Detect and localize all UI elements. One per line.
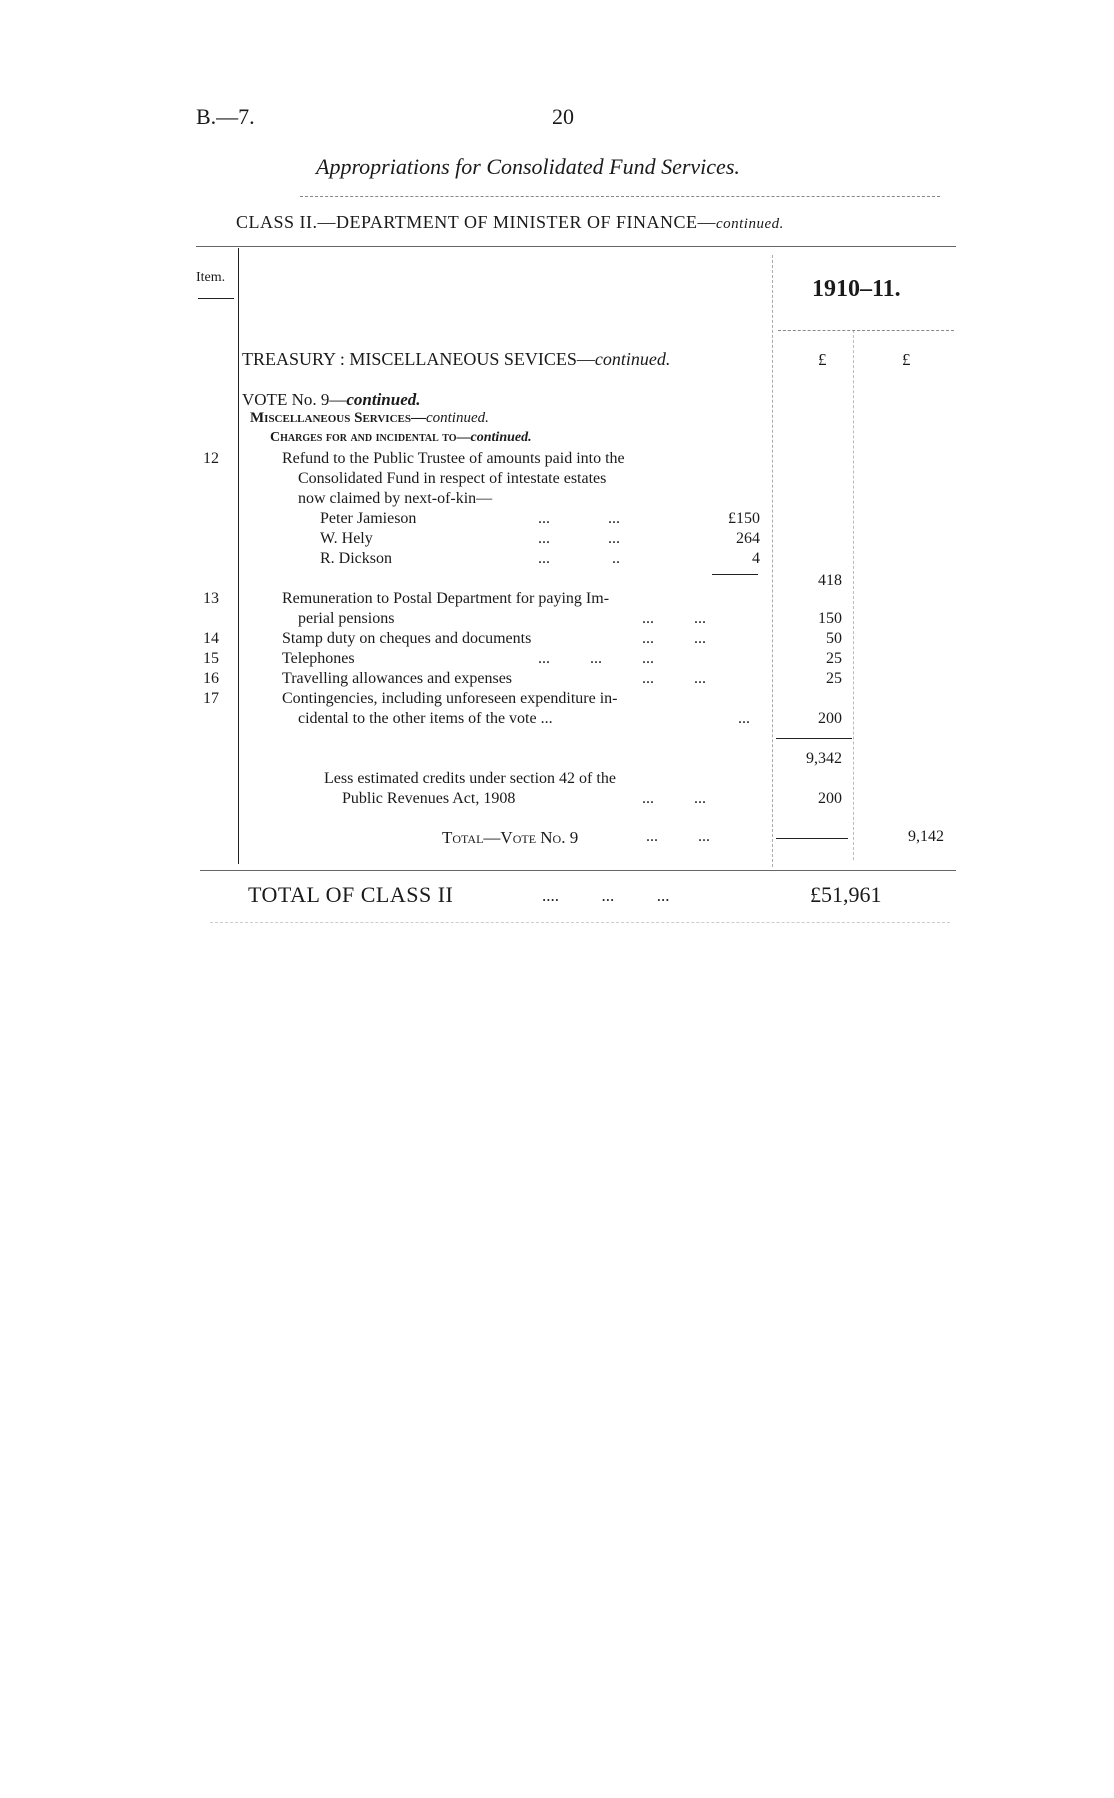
leader-dots: ... — [738, 710, 750, 727]
claimant-amount: 4 — [752, 550, 760, 567]
claimants-sum-rule — [712, 574, 758, 575]
item-header: Item. — [196, 270, 226, 285]
claimant-dots: ... — [538, 510, 550, 527]
leader-dots: ... ... — [646, 828, 710, 845]
leader-dots: ... ... ... — [538, 650, 654, 667]
total-column-rule — [853, 330, 854, 860]
item-column-rule — [238, 248, 239, 864]
item-number-12: 12 — [203, 450, 219, 467]
claimant-dots: ... — [608, 530, 620, 547]
item-13-line-2: perial pensions — [298, 610, 395, 627]
item-13-amount: 150 — [818, 610, 842, 627]
subheading-misc-services-suffix: continued. — [425, 410, 489, 426]
vote-total-amount: 9,142 — [908, 828, 944, 845]
item-17-amount: 200 — [818, 710, 842, 727]
subheading-misc-services — [250, 410, 489, 427]
subtotal-amount: 9,342 — [806, 750, 842, 767]
vote-total-rule — [776, 838, 848, 839]
vote-total-label: Total—Vote No. 9 — [442, 828, 579, 847]
subtotal-rule — [776, 738, 852, 739]
vote-heading — [242, 390, 421, 410]
section-title — [242, 349, 670, 370]
page-title: Appropriations for Consolidated Fund Services. — [316, 154, 740, 179]
title-rule — [300, 196, 940, 197]
vote-heading-text: VOTE No. 9— — [242, 390, 347, 409]
year-header-rule — [778, 330, 954, 331]
currency-symbol-a: £ — [818, 350, 827, 369]
item-12-line-2: Consolidated Fund in respect of intestate estates — [298, 470, 607, 487]
less-credits-line-2: Public Revenues Act, 1908 — [342, 790, 516, 807]
leader-dots: ... ... — [642, 630, 706, 647]
subheading-misc-services-text: Miscellaneous Services— — [250, 410, 426, 426]
table-top-rule — [196, 246, 956, 247]
amount-column-rule — [772, 255, 773, 867]
currency-symbol-b: £ — [902, 350, 911, 369]
class-heading-text: CLASS II.—DEPARTMENT OF MINISTER OF FINANCE— — [236, 212, 716, 232]
item-number-15: 15 — [203, 650, 219, 667]
less-credits-amount: 200 — [818, 790, 842, 807]
item-number-13: 13 — [203, 590, 219, 607]
item-16-amount: 25 — [826, 670, 842, 687]
item-15-amount: 25 — [826, 650, 842, 667]
claimant-amount: £150 — [728, 510, 760, 527]
claimant-dots: ... — [538, 550, 550, 567]
subheading-charges-suffix: continued. — [470, 430, 532, 445]
item-header-underline — [198, 298, 234, 299]
leader-dots: ... ... — [642, 790, 706, 807]
item-12-total: 418 — [818, 572, 842, 589]
document-ref: B.—7. — [196, 104, 255, 129]
claimant-name: W. Hely — [320, 530, 373, 547]
claimant-dots: ... — [608, 510, 620, 527]
item-13-line-1: Remuneration to Postal Department for paying Im- — [282, 590, 610, 607]
item-12-line-1: Refund to the Public Trustee of amounts paid into the — [282, 450, 625, 467]
item-17-line-2: cidental to the other items of the vote ... — [298, 710, 553, 727]
item-16-text: Travelling allowances and expenses — [282, 670, 513, 687]
claimant-name: Peter Jamieson — [320, 510, 417, 527]
leader-dots: ... ... — [642, 670, 706, 687]
item-14-text: Stamp duty on cheques and documents — [282, 630, 532, 647]
claimant-dots: ... — [538, 530, 550, 547]
item-number-14: 14 — [203, 630, 219, 647]
table-bottom-rule — [200, 870, 956, 871]
footer-rule — [210, 922, 950, 923]
year-header: 1910–11. — [812, 276, 901, 302]
claimant-dots: .. — [612, 550, 620, 567]
item-number-16: 16 — [203, 670, 219, 687]
subheading-charges-text: Charges for and incidental to— — [270, 430, 471, 445]
item-15-text: Telephones — [282, 650, 355, 667]
class-heading-suffix: continued. — [715, 216, 784, 232]
page-number: 20 — [552, 104, 574, 129]
leader-dots: .... ... ... — [542, 886, 670, 905]
claimant-amount: 264 — [736, 530, 760, 547]
class-heading — [236, 212, 784, 233]
item-17-line-1: Contingencies, including unforeseen expenditure in- — [282, 690, 618, 707]
item-14-amount: 50 — [826, 630, 842, 647]
subheading-charges — [270, 430, 532, 446]
class-total-amount: £51,961 — [810, 882, 882, 907]
section-title-suffix: continued. — [594, 349, 671, 369]
less-credits-line-1: Less estimated credits under section 42 of the — [324, 770, 616, 787]
section-title-text: TREASURY : MISCELLANEOUS SEVICES— — [242, 349, 595, 369]
item-number-17: 17 — [203, 690, 219, 707]
leader-dots: ... ... — [642, 610, 706, 627]
claimant-name: R. Dickson — [320, 550, 392, 567]
vote-heading-suffix: continued. — [346, 390, 421, 409]
item-12-line-3: now claimed by next-of-kin— — [298, 490, 493, 507]
class-total-label: TOTAL OF CLASS II — [248, 882, 454, 907]
